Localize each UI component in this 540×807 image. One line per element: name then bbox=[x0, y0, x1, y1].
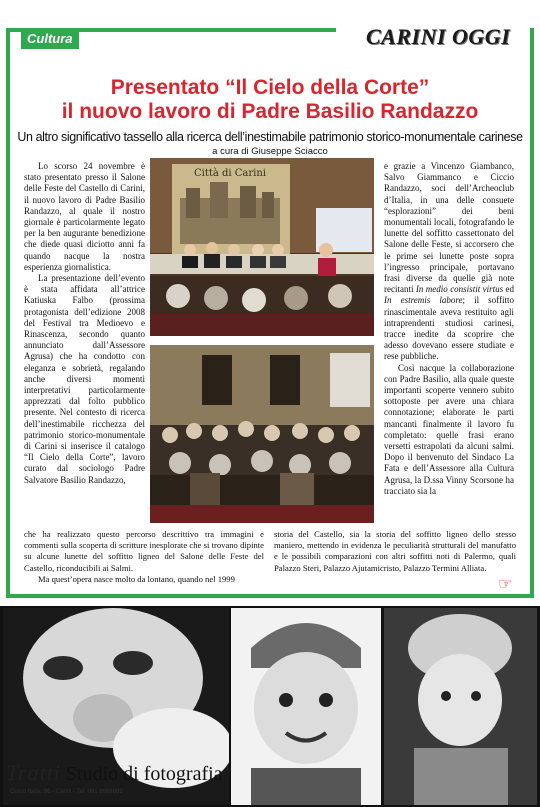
latin-quote: In estremis labore bbox=[384, 295, 463, 306]
right-column bbox=[384, 161, 514, 497]
paragraph: storia del Castello, sia la storia del soffitto ligneo dello stesso maniero, mettendo in evidenza le peculiarità strutturali del manufatto e le possibili comparazioni con altri soffitti noti di Palermo, quali Palazzo Steri, Palazzo Ajutamicristo, Palazzo Termini Alliata. bbox=[274, 529, 516, 573]
paragraph: Lo scorso 24 novembre è stato presentato presso il Salone delle Feste del Castello di Carini, il nuovo lavoro di Padre Basilio Randazzo, al quale il nostro giornale è particolarmente legato per la ben augurante benedizione che diede quasi diciotto anni fa quando nacque la nostra esperienza giornalistica. bbox=[24, 161, 145, 272]
bottom-right-column bbox=[274, 529, 516, 574]
title-line-1: Presentato “Il Cielo della Corte” bbox=[110, 76, 430, 99]
studio-brand: Tratti bbox=[6, 760, 61, 785]
advert-photo-toddler-cap bbox=[231, 608, 381, 805]
bottom-left-column bbox=[24, 529, 264, 585]
masthead-logo: CARINI OGGI bbox=[366, 24, 511, 49]
studio-address: Corso Italia, 86 - Carini - Tel. 091 8688889 bbox=[10, 789, 123, 795]
text-run: ; il soffitto rinascimentale aveva restituito agli intraprendenti studiosi carinesi, tracce inedite da scoprire che adesso dovevano essere studiate e rese pubbliche. bbox=[384, 295, 515, 362]
article-subtitle: Un altro significativo tassello alla ricerca dell’inestimabile patrimonio storico-monumentale carinese bbox=[17, 130, 523, 144]
paragraph: La presentazione dell’evento è stata affidata all’attrice Katiuska Falbo (prossima protagonista dell’edizione 2008 del Festival tra Medioevo e Rinascenza, secondo quanto annunciato dall’Assessore Agrusa) che ha condotto con eleganza e sobrietà, regalando anche diversi momenti interpretativi particolarmente apprezzati dal folto pubblico presente. Nel contesto di ricerca dell’inestimabile ricchezza del patrimonio storico-monumentale di Carini si inserisce il catalogo “Il Cielo della Corte”, lavoro curato dal sociologo Padre Salvatore Basilio Randazzo, bbox=[24, 273, 145, 485]
photo-audience bbox=[150, 345, 374, 523]
paragraph: Così nacque la collaborazione con Padre Basilio, alla quale queste importanti scoperte vennero subito sottoposte per avere una chiara connotazione; elaborate le parti mancanti finalmente il lavoro fu completato: quelle frasi erano versetti estrapolati da alcuni salmi. Dopo il benvenuto del Sindaco La Fata e dell’Assessore alla Cultura Agrusa, la D.ssa Vinny Scorsone ha tracciato sia la bbox=[384, 362, 514, 496]
pointing-hand-icon: ☞ bbox=[498, 576, 513, 593]
article-byline: a cura di Giuseppe Sciacco bbox=[212, 146, 328, 157]
advert-photo-child-hat bbox=[384, 608, 537, 805]
section-tag: Cultura bbox=[21, 29, 79, 49]
paragraph: Ma quest’opera nasce molto da lontano, quando nel 1999 bbox=[38, 573, 235, 584]
studio-name: Studio di fotografia bbox=[65, 763, 223, 785]
paragraph bbox=[384, 161, 514, 363]
article-title bbox=[20, 76, 520, 124]
text-run: ed bbox=[503, 284, 514, 295]
title-line-2: il nuovo lavoro di Padre Basilio Randazzo bbox=[61, 100, 479, 123]
left-column bbox=[24, 161, 145, 486]
paragraph: che ha realizzato questo percorso descrittivo tra immagini e commenti sulla scoperta di scritture inesplorate che si trovano dipinte su alcune lunette del soffitto ligneo del Salone delle Feste del Castello, riconducibili ai Salmi. bbox=[24, 529, 264, 573]
studio-logo bbox=[6, 760, 223, 786]
plaque-text: Città di Carini bbox=[193, 168, 267, 179]
latin-quote: In medio consistit virtus bbox=[415, 284, 504, 295]
photo-presentation-panel bbox=[150, 158, 374, 336]
text-run: e grazie a Vincenzo Giambanco, Salvo Giammanco e Ciccio Randazzo, soci dell’Archeoclub d’Italia, in una delle consuete “esplorazioni” dei beni monumentali locali, fotografando le lunette del soffitto cassettonato del Salone delle Feste, si accorsero che le prime sei lunette poste sopra l’ingresso principale, portavano frasi diverse da quelle già note recitanti bbox=[384, 161, 514, 295]
